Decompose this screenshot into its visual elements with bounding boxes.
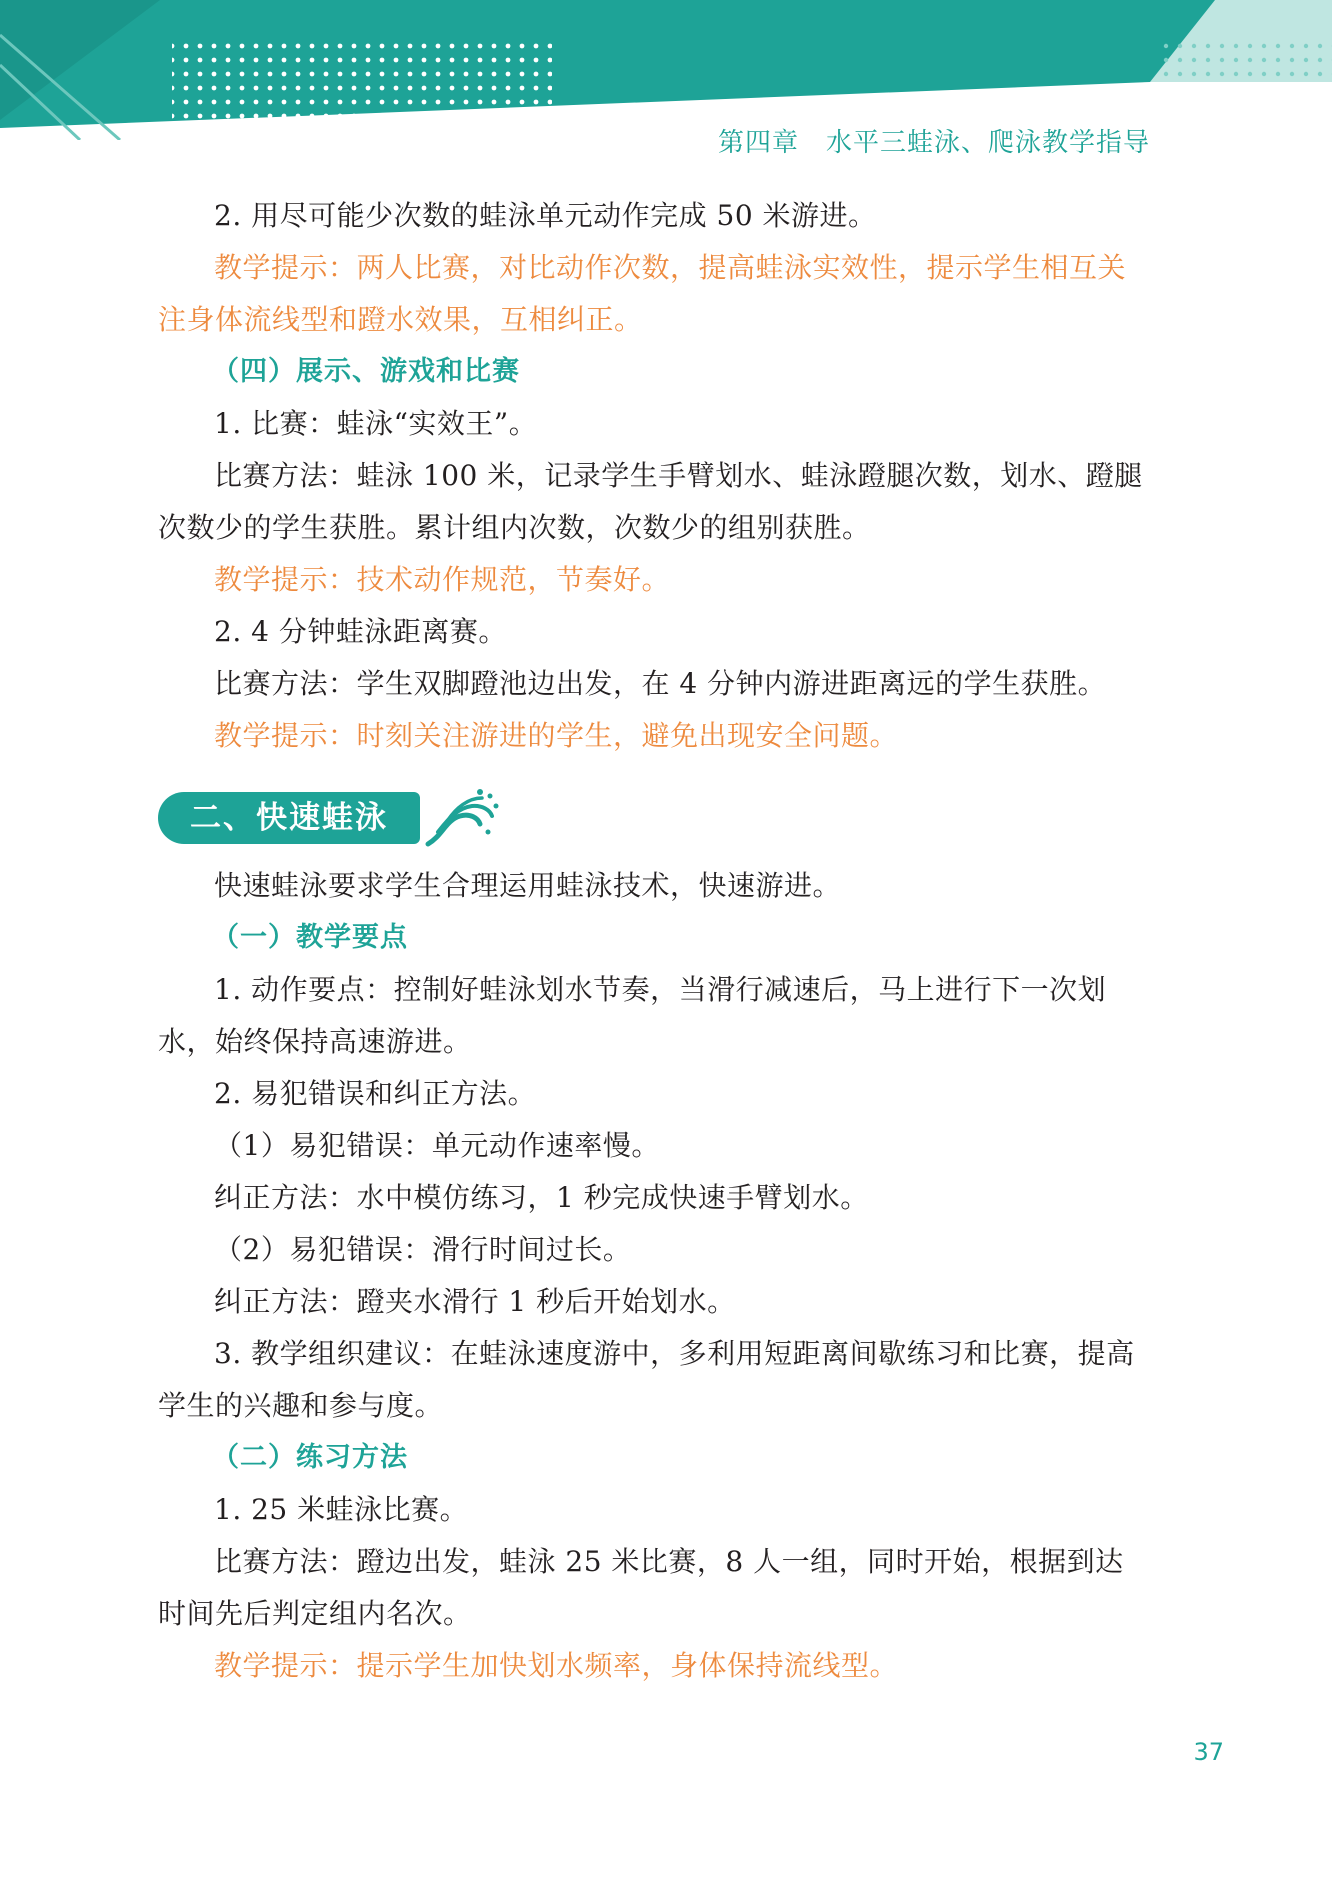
teaching-tip — [158, 710, 1150, 762]
tip-label: 教学提示： — [214, 251, 357, 284]
body-paragraph: 比赛方法：蛙泳 100 米，记录学生手臂划水、蛙泳蹬腿次数，划水、蹬腿次数少的学生获胜。累计组内次数，次数少的组别获胜。 — [158, 459, 1143, 544]
body-paragraph: 纠正方法：水中模仿练习，1 秒完成快速手臂划水。 — [214, 1181, 869, 1214]
tip-text: 提示学生加快划水频率，身体保持流线型。 — [356, 1649, 899, 1682]
tip-text: 技术动作规范，节奏好。 — [356, 563, 671, 596]
body-paragraph: 1. 比赛：蛙泳“实效王”。 — [214, 407, 538, 440]
body-paragraph: 快速蛙泳要求学生合理运用蛙泳技术，快速游进。 — [214, 869, 842, 902]
body-paragraph: 2. 4 分钟蛙泳距离赛。 — [214, 615, 507, 648]
tip-label: 教学提示： — [214, 1649, 357, 1682]
tip-text: 时刻关注游进的学生，避免出现安全问题。 — [356, 719, 899, 752]
chapter-header: 第四章 水平三蛙泳、爬泳教学指导 — [717, 128, 1150, 158]
teaching-tip — [158, 554, 1150, 606]
page-content — [158, 190, 1150, 1692]
teaching-tip — [158, 242, 1150, 346]
body-paragraph: 2. 用尽可能少次数的蛙泳单元动作完成 50 米游进。 — [214, 199, 877, 232]
subsection-heading: （四）展示、游戏和比赛 — [212, 356, 520, 387]
body-paragraph: 2. 易犯错误和纠正方法。 — [214, 1077, 537, 1110]
tip-text: 两人比赛，对比动作次数，提高蛙泳实效性，提示学生相互关注身体流线型和蹬水效果，互相纠正。 — [158, 251, 1127, 336]
wave-icon — [420, 786, 500, 850]
body-paragraph: 纠正方法：蹬夹水滑行 1 秒后开始划水。 — [214, 1285, 736, 1318]
body-paragraph: 1. 动作要点：控制好蛙泳划水节奏，当滑行减速后，马上进行下一次划水，始终保持高速游进。 — [158, 973, 1107, 1058]
body-paragraph: （2）易犯错误：滑行时间过长。 — [214, 1233, 632, 1266]
body-paragraph: 比赛方法：蹬边出发，蛙泳 25 米比赛，8 人一组，同时开始，根据到达时间先后判定组内名次。 — [158, 1545, 1124, 1630]
tip-label: 教学提示： — [214, 719, 357, 752]
subsection-heading: （一）教学要点 — [212, 922, 408, 953]
tip-label: 教学提示： — [214, 563, 357, 596]
section-heading — [158, 792, 1150, 846]
body-paragraph: 比赛方法：学生双脚蹬池边出发，在 4 分钟内游进距离远的学生获胜。 — [214, 667, 1107, 700]
body-paragraph: 3. 教学组织建议：在蛙泳速度游中，多利用短距离间歇练习和比赛，提高学生的兴趣和参与度。 — [158, 1337, 1135, 1422]
header-banner — [0, 0, 1332, 140]
body-paragraph: 1. 25 米蛙泳比赛。 — [214, 1493, 469, 1526]
subsection-heading: （二）练习方法 — [212, 1442, 408, 1473]
page-number: 37 — [1193, 1738, 1224, 1766]
section-title: 二、快速蛙泳 — [158, 792, 420, 844]
teaching-tip — [158, 1640, 1150, 1692]
body-paragraph: （1）易犯错误：单元动作速率慢。 — [214, 1129, 660, 1162]
